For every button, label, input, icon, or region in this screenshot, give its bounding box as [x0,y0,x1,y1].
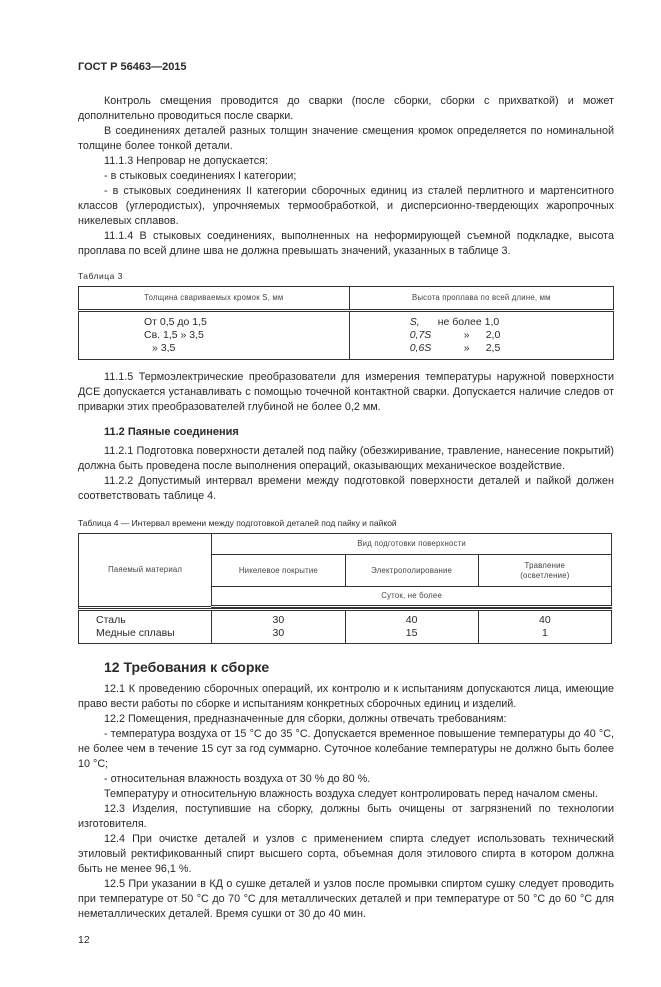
table4-header: Травление (осветление) [478,555,611,587]
table4-header-group: Вид подготовки поверхности [212,534,612,555]
table4-material-cell [79,610,212,644]
table4-value-cell [345,610,478,644]
table-cell: 30 [272,614,285,626]
table-cell: 15 [405,627,418,639]
paragraph: 11.1.5 Термоэлектрические преобразователи для измерения температуры наружной поверхности ДСЕ допускается устанавливать с помощью точечной контактной сварки. Допускается наличие следов от приварки этих преобразователей глубиной не более 0,2 мм. [78,371,614,413]
table-cell: 2,0 [485,329,501,341]
table4-value-cell [478,610,611,644]
paragraph: 11.1.4 В стыковых соединениях, выполненных на неформирующей съемной подкладке, высота проплава по всей длине шва не должна превышать значений, указанных в таблице 3. [78,230,614,257]
table4-value-cell [212,610,345,644]
document-header: ГОСТ Р 56463—2015 [78,61,187,73]
list-item: - в стыковых соединениях I категории; [104,170,297,182]
table-cell: не более 1,0 [437,316,500,328]
section-heading: 11.2 Паяные соединения [104,426,239,438]
list-item: - относительная влажность воздуха от 30 % до 80 %. [104,773,371,785]
section-11-2-text [78,370,614,504]
list-item: - температура воздуха от 15 °С до 35 °С. Допускается временное повышение температуры до 40 °С, не более чем в течение 15 сут за год суммарно. Суточное колебание температуры не должно быть более 10 °С; [78,728,614,770]
paragraph: Температуру и относительную влажность воздуха следует контролировать перед началом смены. [104,788,598,800]
section-11-1-text [78,94,614,259]
table4-header: Никелевое покрытие [212,555,345,587]
paragraph: 12.5 При указании в КД о сушке деталей и узлов после промывки спиртом сушку следует проводить при температуре от 50 °С до 70 °С для металлических деталей и при температуре от 50 °С до 60 °С для неметаллических деталей. Время сушки от 30 до 40 мин. [78,878,614,920]
paragraph: 11.1.3 Непровар не допускается: [104,155,268,167]
table-cell: От 0,5 до 1,5 [144,316,207,328]
paragraph: 12.2 Помещения, предназначенные для сборки, должны отвечать требованиям: [104,713,507,725]
paragraph: 12.3 Изделия, поступившие на сборку, должны быть очищены от загрязнений по технологии изготовителя. [78,803,614,830]
table4-caption: Таблица 4 — Интервал времени между подготовкой деталей под пайку и пайкой [78,518,397,528]
table4-unit: Суток, не более [212,587,612,607]
table3-thickness-cell [79,311,350,360]
table3-height-cell [349,311,613,360]
paragraph: 11.2.1 Подготовка поверхности деталей под пайку (обезжиривание, травление, нанесение покрытий) должна быть проведена после выполнения операций, оказывающих механическое воздействие. [78,445,614,472]
list-item: - в стыковых соединениях II категории сборочных единиц из сталей перлитного и мартенситного классов (углеродистых), упрочняемых термообработкой, и дисперсионно-твердеющих жаропрочных никелевых сплавов. [78,185,614,227]
table-cell: » 3,5 [152,342,176,354]
table4-header-material: Паяемый материал [79,534,212,607]
table-cell: Сталь [96,614,126,626]
paragraph: 12.1 К проведению сборочных операций, их контролю и к испытаниям допускаются лица, имеющие право вести работы по сборке и испытаниям конкретных сборочных единиц и изделий. [78,683,614,710]
table-cell: 0,6S [409,342,432,354]
section-heading: 12 Требования к сборке [104,659,270,675]
table4 [78,533,612,644]
paragraph: В соединениях деталей разных толщин значение смещения кромок определяется по номинальной толщине более тонкой детали. [78,125,614,152]
table-cell: 30 [272,627,285,639]
table-cell: 1 [541,627,548,639]
table-cell: 2,5 [485,342,501,354]
paragraph: 12.4 При очистке деталей и узлов с применением спирта следует использовать технический этиловый ректификованный спирт высшего сорта, объемная доля этилового спирта в котором должна быть не менее 96,1 %. [78,833,614,875]
table-cell: Медные сплавы [96,627,175,639]
paragraph: 11.2.2 Допустимый интервал времени между подготовкой поверхности деталей и пайкой должен соответствовать таблице 4. [78,475,614,502]
table4-header: Электрополирование [345,555,478,587]
table3-caption: Таблица 3 [78,271,123,281]
table-cell: Св. 1,5 » 3,5 [144,329,204,341]
table-cell: 0,7S [409,329,432,341]
table-cell: 40 [539,614,551,626]
table-cell: » [463,329,470,341]
paragraph: Контроль смещения проводится до сварки (после сборки, сборки с прихваткой) и может дополнительно проводиться после сварки. [78,95,614,122]
table3 [78,286,614,360]
table3-header: Высота проплава по всей длине, мм [349,287,613,311]
page-number: 12 [78,934,90,946]
table-cell: 40 [405,614,418,626]
table3-header: Толщина свариваемых кромок S, мм [79,287,350,311]
section-12 [78,658,614,922]
table-cell: » [463,342,470,354]
table-cell: S, [409,316,420,328]
